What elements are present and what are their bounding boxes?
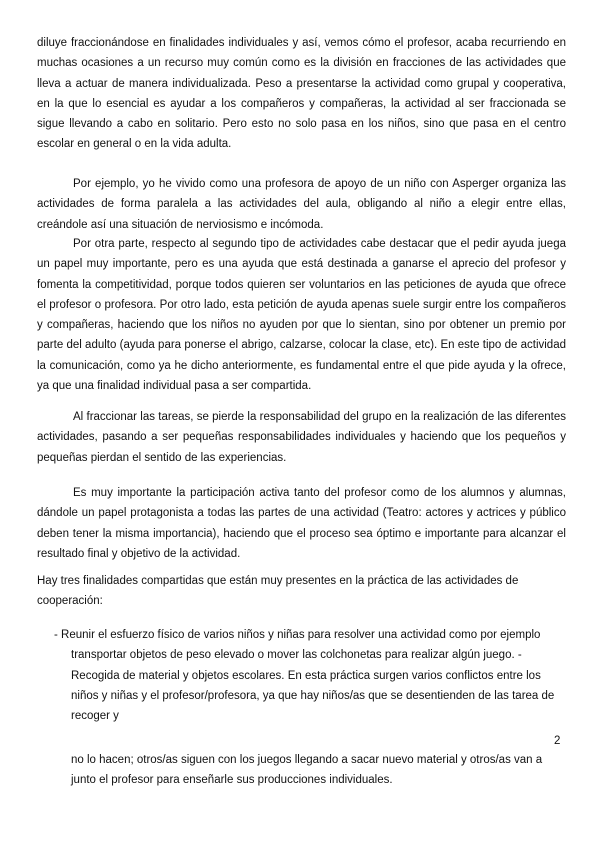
paragraph-6: Hay tres finalidades compartidas que están muy presentes en la práctica de las actividades de cooperación:	[37, 575, 519, 608]
paragraph-1: diluye fraccionándose en finalidades individuales y así, vemos cómo el profesor, acaba recurriendo en muchas ocasiones a un recurso muy común como es la división en fracciones de las actividades que lleva a actuar de manera individualizada. Peso a presentarse la actividad como grupal y cooperativa, en la que lo esencial es ayudar a los compañeros y compañeras, la actividad al ser fraccionada se sigue llevando a cabo en solitario. Pero esto no solo pasa en los niños, sino que pasa en el centro escolar en general o en la vida adulta.	[37, 37, 566, 151]
paragraph-2: Por ejemplo, yo he vivido como una profesora de apoyo de un niño con Asperger organiza las actividades de forma paralela a las actividades del aula, obligando al niño a elegir entre ellas, creándole así una situación de nerviosismo e incómoda.	[37, 178, 566, 231]
list-item: - Reunir el esfuerzo físico de varios niños y niñas para resolver una actividad como por ejemplo transportar objetos de peso elevado o mover las colchonetas para realizar algún juego. - Recogida de material y objetos escolares. En esta práctica surgen varios conflictos entre los niños y niñas y el profesor/profesora, ya que hay niños/as que se desentienden de las tarea de recoger y	[54, 629, 555, 723]
paragraph-3: Por otra parte, respecto al segundo tipo de actividades cabe destacar que el pedir ayuda juega un papel muy importante, pero es una ayuda que está destinada a ganarse el aprecio del profesor y fomenta la competitividad, porque todos quieren ser voluntarios en las peticiones de ayuda que ofrece el profesor o profesora. Por otro lado, esta petición de ayuda apenas suele surgir entre los compañeros y compañeras, haciendo que los niños no ayuden por que lo sientan, sino por obtener un premio por parte del adulto (ayuda para ponerse el abrigo, calzarse, colocar la clase, etc). En este tipo de actividad la comunicación, como ya he dicho anteriormente, es fundamental entre el que pide ayuda y la ofrece, ya que una finalidad individual pasa a ser compartida.	[37, 238, 566, 393]
page-number: 2	[554, 735, 561, 747]
paragraph-5: Es muy importante la participación activa tanto del profesor como de los alumnos y alumnas, dándole un papel protagonista a todas las partes de una actividad (Teatro: actores y actrices y público deben tener la misma importancia), haciendo que el proceso sea óptimo e importante para alcanzar el resultado final y objetivo de la actividad.	[37, 487, 566, 560]
continuation-text: no lo hacen; otros/as siguen con los juegos llegando a sacar nuevo material y otros/as van a junto el profesor para enseñarle sus producciones individuales.	[71, 754, 543, 787]
paragraph-4: Al fraccionar las tareas, se pierde la responsabilidad del grupo en la realización de las diferentes actividades, pasando a ser pequeñas responsabilidades individuales y haciendo que los pequeños y pequeñas pierdan el sentido de las experiencias.	[37, 411, 566, 464]
